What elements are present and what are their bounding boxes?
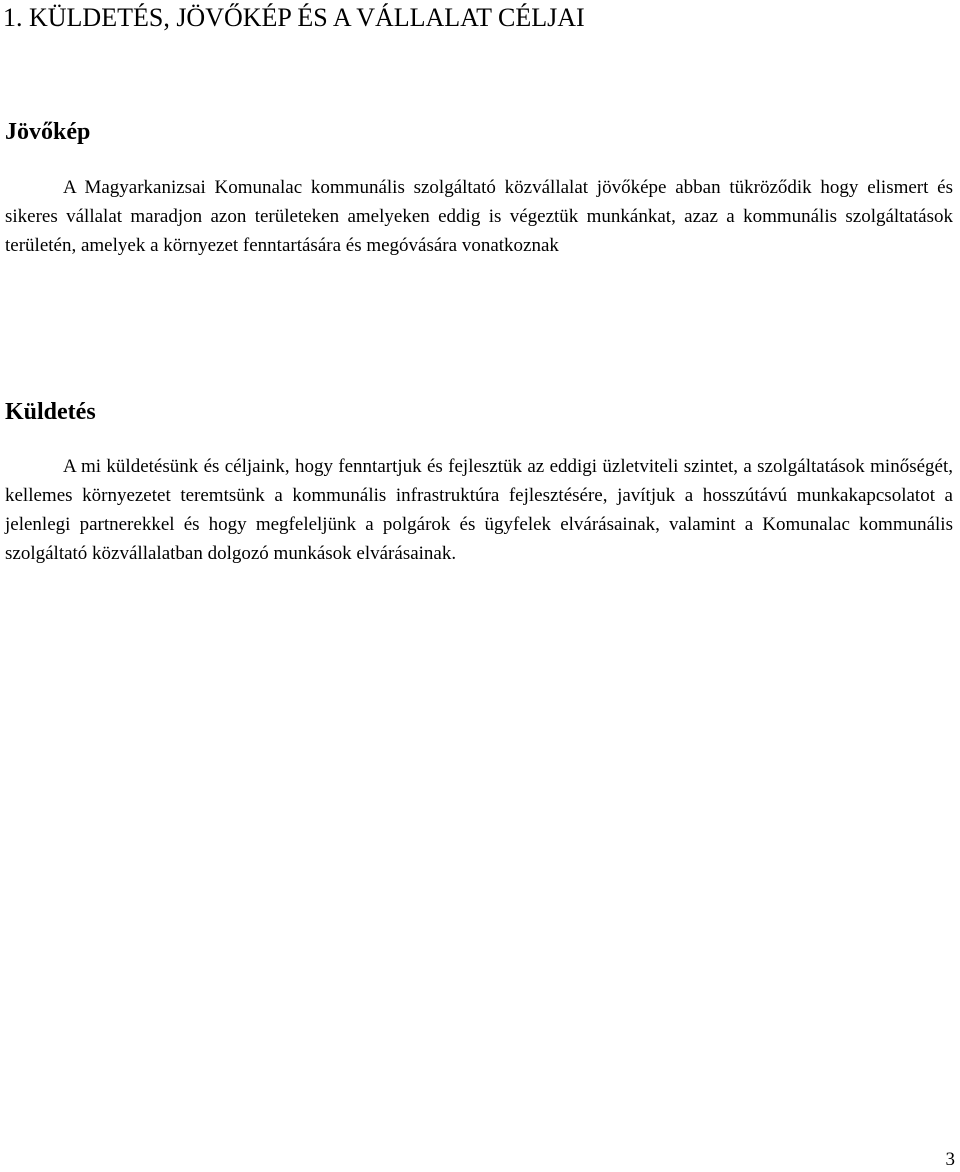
page-number: 3 bbox=[945, 1149, 955, 1170]
section-heading-vision: Jövőkép bbox=[5, 119, 91, 145]
mission-paragraph: A mi küldetésünk és céljaink, hogy fenntartjuk és fejlesztük az eddigi üzletviteli szintet, a szolgáltatások minőségét, kellemes környezetet teremtsünk a kommunális infrastruktúra fejlesztésére, javítjuk a hosszútávú munkakapcsolatot a jelenlegi partnerekkel és hogy megfeleljünk a polgárok és ügyfelek elvárásainak, valamint a Komunalac kommunális szolgáltató közvállalatban dolgozó munkások elvárásainak. bbox=[5, 456, 953, 564]
section-heading-mission: Küldetés bbox=[5, 399, 96, 425]
chapter-title: 1. KÜLDETÉS, JÖVŐKÉP ÉS A VÁLLALAT CÉLJAI bbox=[3, 3, 585, 32]
vision-paragraph: A Magyarkanizsai Komunalac kommunális szolgáltató közvállalat jövőképe abban tükröződik hogy elismert és sikeres vállalat maradjon azon területeken amelyeken eddig is végeztük munkánkat, azaz a kommunális szolgáltatások területén, amelyek a környezet fenntartására és megóvására vonatkoznak bbox=[5, 177, 953, 256]
